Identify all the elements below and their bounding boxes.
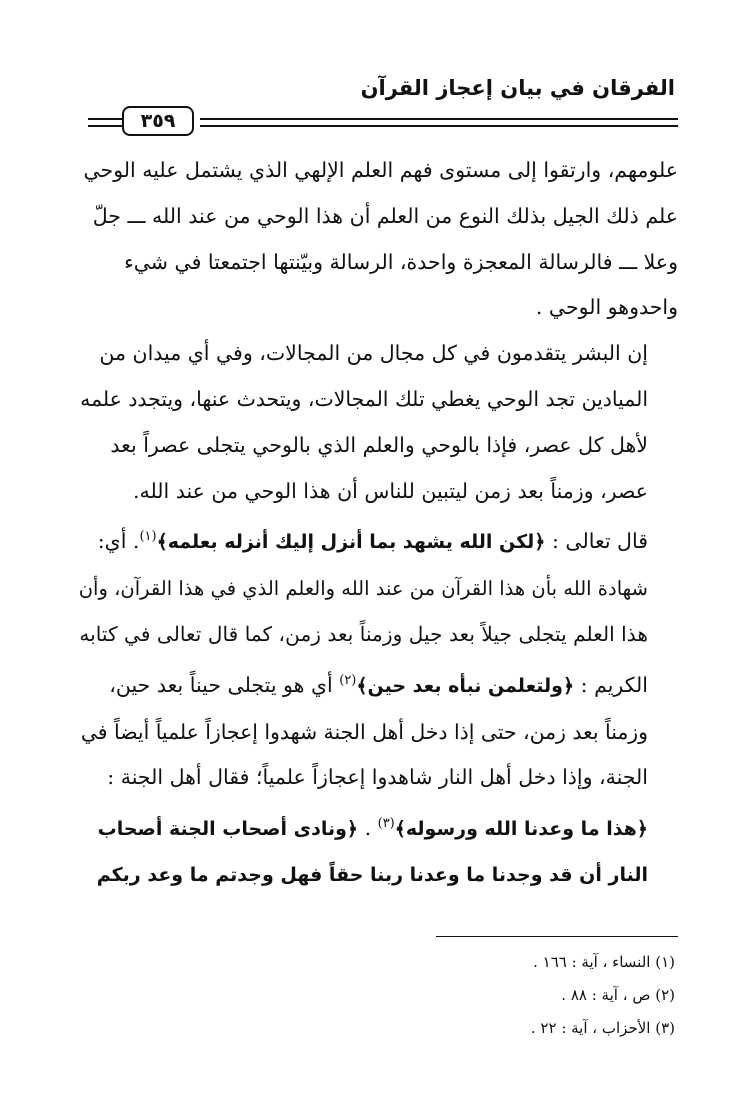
footnote: (١) النساء ، آية : ١٦٦ . [533,953,675,971]
footnote-divider [436,936,678,937]
footnote-ref: (٣) [377,816,395,832]
text-run: . أي: [97,529,140,554]
quran-quote-line: النار أن قد وجدنا ما وعدنا ربنا حقاً فهل وجدتم ما وعد ربكم [96,863,648,886]
footnote: (٣) الأحزاب ، آية : ٢٢ . [530,1019,675,1037]
main-text [80,148,678,899]
footnote-ref: (١) [139,529,157,545]
text-line: وزمناً بعد زمن، حتى إذا دخل أهل الجنة شهدوا إعجازاً علمياً أيضاً في [80,719,648,744]
page-number: ٣٥٩ [122,106,194,136]
text-line: واحدوهو الوحي . [535,295,678,320]
text-run: قال تعالى : [545,529,648,554]
quran-quote: ﴿لكن الله يشهد بما أنزل إليك أنزله بعلمه﴾ [156,531,546,554]
text-run: . [358,816,378,841]
text-line [80,514,678,566]
text-line: لأهل كل عصر، فإذا بالوحي والعلم الذي بالوحي يتجلى عصراً بعد [110,432,648,457]
quran-quote: ﴿ولتعلمن نبأه بعد حين﴾ [356,674,575,697]
text-line [80,658,678,710]
text-line: هذا العلم يتجلى جيلاً بعد جيل وزمناً بعد زمن، كما قال تعالى في كتابه [79,621,648,646]
header-rule [88,118,122,120]
text-line: وعلا ـــ فالرسالة المعجزة واحدة، الرسالة وبيّنتها اجتمعتا في شيء [124,249,678,274]
quran-quote: ﴿هذا ما وعدنا الله ورسوله﴾ [394,818,648,841]
paragraph [80,331,678,514]
quran-quote: ﴿ونادى أصحاب الجنة أصحاب [97,818,359,841]
text-line: شهادة الله بأن هذا القرآن من عند الله والعلم الذي في هذا القرآن، وأن [78,577,648,601]
header-rule [88,125,122,127]
footnotes [375,946,675,1045]
text-line: الجنة، وإذا دخل أهل النار شاهدوا إعجازاً علمياً؛ فقال أهل الجنة : [107,765,648,790]
footnote-ref: (٢) [339,672,357,688]
text-run: أي هو يتجلى حيناً بعد حين، [109,672,340,697]
text-line [80,801,678,853]
running-title: الفرقان في بيان إعجاز القرآن [360,76,675,100]
text-line: عصر، وزمناً بعد زمن ليتبين للناس أن هذا الوحي من عند الله. [132,478,648,503]
paragraph [80,514,678,898]
paragraph [80,148,678,331]
text-line: علم ذلك الجيل بذلك النوع من العلم أن هذا الوحي من عند الله ـــ جلّ [92,203,678,228]
footnote: (٢) ص ، آية : ٨٨ . [561,986,675,1004]
text-line: الميادين تجد الوحي يغطي تلك المجالات، ويتحدث عنها، ويتجدد علمه [80,386,648,411]
text-line: علومهم، وارتقوا إلى مستوى فهم العلم الإلهي الذي يشتمل عليه الوحي [83,158,678,182]
header-rule [200,125,678,127]
text-line: إن البشر يتقدمون في كل مجال من المجالات، وفي أي ميدان من [99,341,648,366]
header-rule [200,118,678,120]
text-run: الكريم : [574,672,648,697]
